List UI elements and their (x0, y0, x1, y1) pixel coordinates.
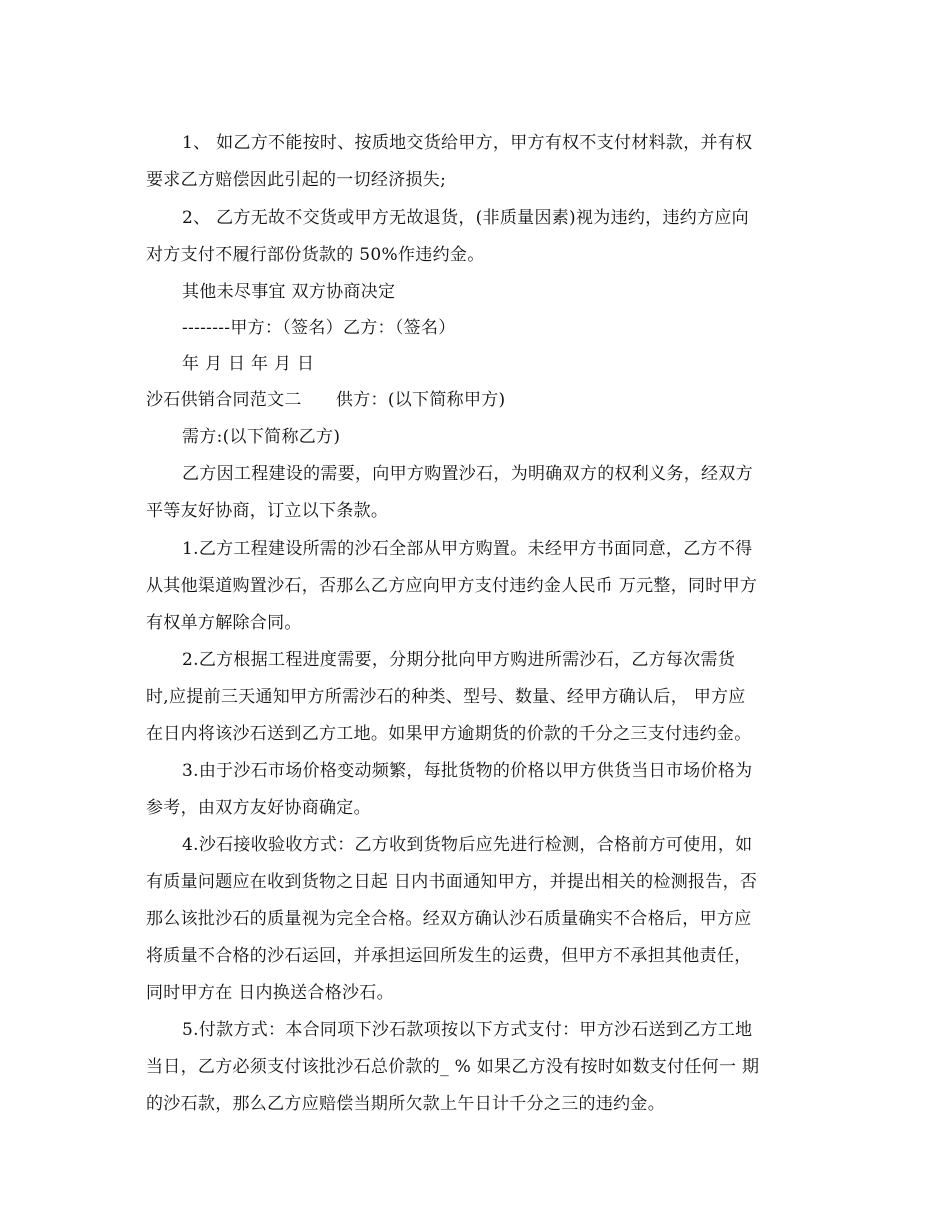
clause-1-line-2: 要求乙方赔偿因此引起的一切经济损失; (146, 170, 447, 190)
date-line: 年 月 日 年 月 日 (182, 354, 315, 374)
article-1-line-1: 1.乙方工程建设所需的沙石全部从甲方购置。未经甲方书面同意，乙方不得 (182, 539, 753, 559)
article-2-line-3: 在日内将该沙石送到乙方工地。如果甲方逾期货的价款的千分之三支付违约金。 (146, 724, 752, 744)
article-5-line-2: 当日，乙方必须支付该批沙石总价款的_ % 如果乙方没有按时如数支付任何一 期 (146, 1057, 760, 1077)
article-2-line-1: 2.乙方根据工程进度需要，分期分批向甲方购进所需沙石，乙方每次需货 (182, 650, 736, 670)
contract-title-line: 沙石供销合同范文二 供方：(以下简称甲方) (146, 390, 506, 410)
article-4-line-1: 4.沙石接收验收方式：乙方收到货物后应先进行检测，合格前方可使用，如 (182, 835, 753, 855)
article-5-line-3: 的沙石款，那么乙方应赔偿当期所欠款上午日计千分之三的违约金。 (146, 1094, 665, 1114)
article-4-line-2: 有质量问题应在收到货物之日起 日内书面通知甲方，并提出相关的检测报告，否 (146, 872, 758, 892)
preamble-line-2: 平等友好协商，订立以下条款。 (146, 501, 389, 521)
article-4-line-3: 那么该批沙石的质量视为完全合格。经双方确认沙石质量确实不合格后，甲方应 (146, 909, 752, 929)
article-4-line-4: 将质量不合格的沙石运回，并承担运回所发生的运费，但甲方不承担其他责任， (146, 946, 752, 966)
buyer-line: 需方:(以下简称乙方) (182, 427, 341, 447)
article-2-line-2: 时,应提前三天通知甲方所需沙石的种类、型号、数量、经甲方确认后， 甲方应 (146, 687, 746, 707)
preamble-line-1: 乙方因工程建设的需要，向甲方购置沙石，为明确双方的权利义务，经双方 (182, 464, 753, 484)
article-1-line-2: 从其他渠道购置沙石，否那么乙方应向甲方支付违约金人民币 万元整，同时甲方 (146, 576, 758, 596)
other-matters-line: 其他未尽事宜 双方协商决定 (182, 282, 396, 302)
article-3-line-1: 3.由于沙石市场价格变动频繁，每批货物的价格以甲方供货当日市场价格为 (182, 761, 753, 781)
article-3-line-2: 参考，由双方友好协商确定。 (146, 798, 371, 818)
article-4-line-5: 同时甲方在 日内换送合格沙石。 (146, 983, 394, 1003)
clause-2-line-1: 2、 乙方无故不交货或甲方无故退货，(非质量因素)视为违约，违约方应向 (182, 208, 749, 228)
clause-2-line-2: 对方支付不履行部份货款的 50%作违约金。 (146, 245, 485, 265)
clause-1-line-1: 1、 如乙方不能按时、按质地交货给甲方，甲方有权不支付材料款，并有权 (182, 133, 753, 153)
article-1-line-3: 有权单方解除合同。 (146, 613, 302, 633)
article-5-line-1: 5.付款方式：本合同项下沙石款项按以下方式支付：甲方沙石送到乙方工地 (182, 1020, 753, 1040)
signature-line: --------甲方：（签名）乙方：（签名） (182, 318, 456, 338)
